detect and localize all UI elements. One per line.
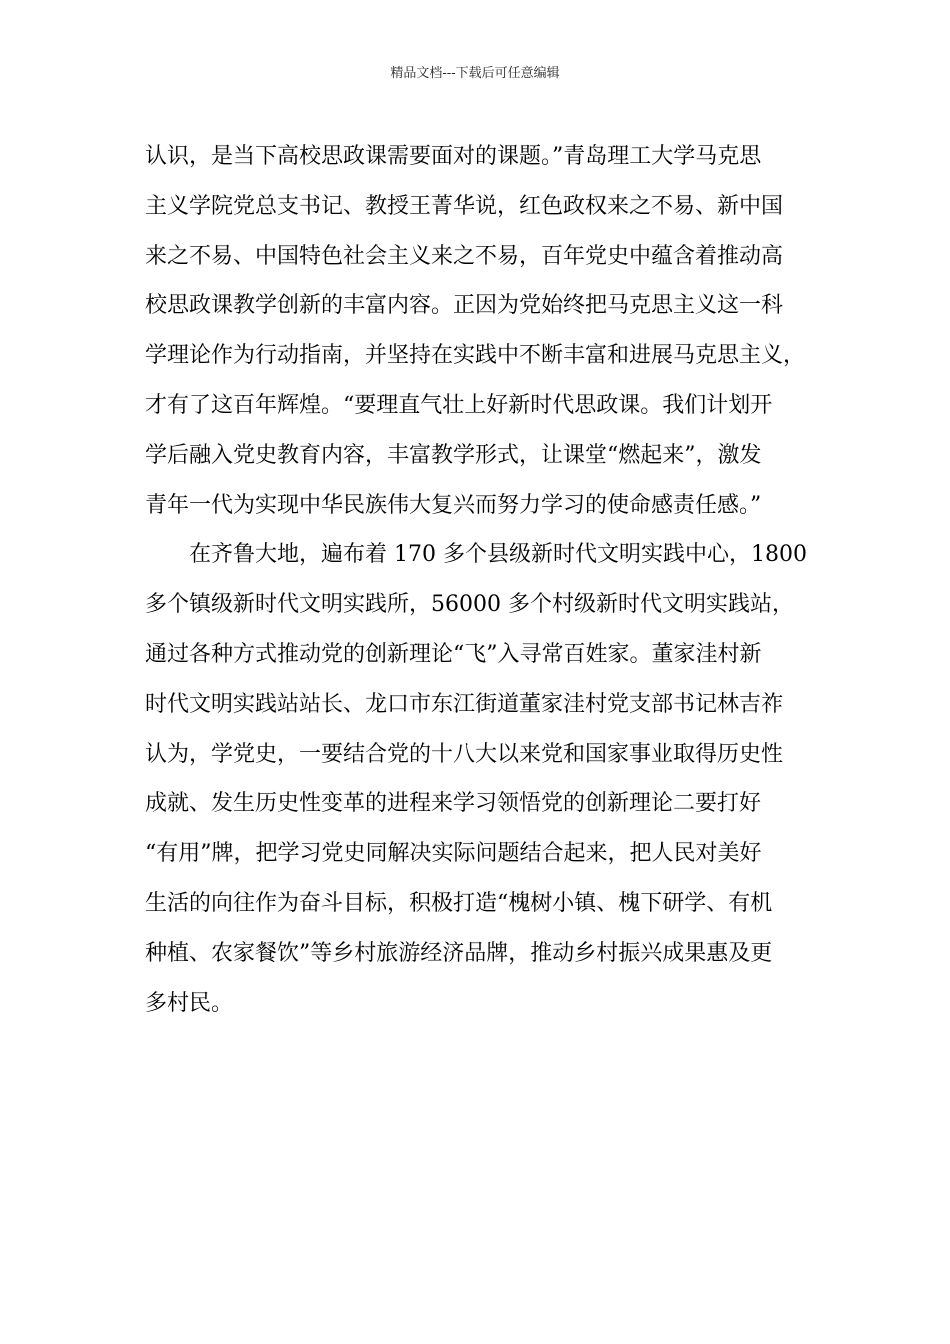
text-line: 生活的向往作为奋斗目标，积极打造“槐树小镇、槐下研学、有机 bbox=[145, 890, 773, 916]
text-line: 种植、农家餐饮”等乡村旅游经济品牌，推动乡村振兴成果惠及更 bbox=[145, 940, 773, 966]
page-header: 精品文档---下载后可任意编辑 bbox=[390, 66, 560, 81]
paragraph-2 bbox=[145, 530, 825, 1028]
text-line: 才有了这百年辉煌。“要理直气壮上好新时代思政课。我们计划开 bbox=[145, 392, 773, 418]
paragraph-1 bbox=[145, 132, 825, 530]
text-line: 通过各种方式推动党的创新理论“飞”入寻常百姓家。董家洼村新 bbox=[145, 641, 762, 667]
text-line: 多村民。 bbox=[145, 990, 234, 1016]
text-line: 学后融入党史教育内容，丰富教学形式，让课堂“燃起来”，激发 bbox=[145, 442, 762, 468]
document-body bbox=[145, 132, 825, 1028]
text-line: 在齐鲁大地，遍布着 170 多个县级新时代文明实践中心，1800 bbox=[189, 542, 807, 568]
text-line: 校思政课教学创新的丰富内容。正因为党始终把马克思主义这一科 bbox=[145, 293, 784, 319]
text-line: 时代文明实践站站长、龙口市东江街道董家洼村党支部书记林吉祚 bbox=[145, 691, 784, 717]
text-line: 学理论作为行动指南，并坚持在实践中不断丰富和进展马克思主义， bbox=[145, 343, 806, 369]
text-line: 来之不易、中国特色社会主义来之不易，百年党史中蕴含着推动高 bbox=[145, 243, 784, 269]
text-line: 青年一代为实现中华民族伟大复兴而努力学习的使命感责任感。” bbox=[145, 492, 762, 518]
text-line: 认为，学党史，一要结合党的十八大以来党和国家事业取得历史性 bbox=[145, 741, 784, 767]
text-line: 主义学院党总支书记、教授王菁华说，红色政权来之不易、新中国 bbox=[145, 193, 784, 219]
text-line: 多个镇级新时代文明实践所，56000 多个村级新时代文明实践站， bbox=[145, 592, 794, 618]
text-line: 成就、发生历史性变革的进程来学习领悟党的创新理论二要打好 bbox=[145, 791, 762, 817]
text-line: “有用”牌，把学习党史同解决实际问题结合起来，把人民对美好 bbox=[145, 841, 762, 867]
text-line: 认识，是当下高校思政课需要面对的课题。”青岛理工大学马克思 bbox=[145, 144, 762, 169]
